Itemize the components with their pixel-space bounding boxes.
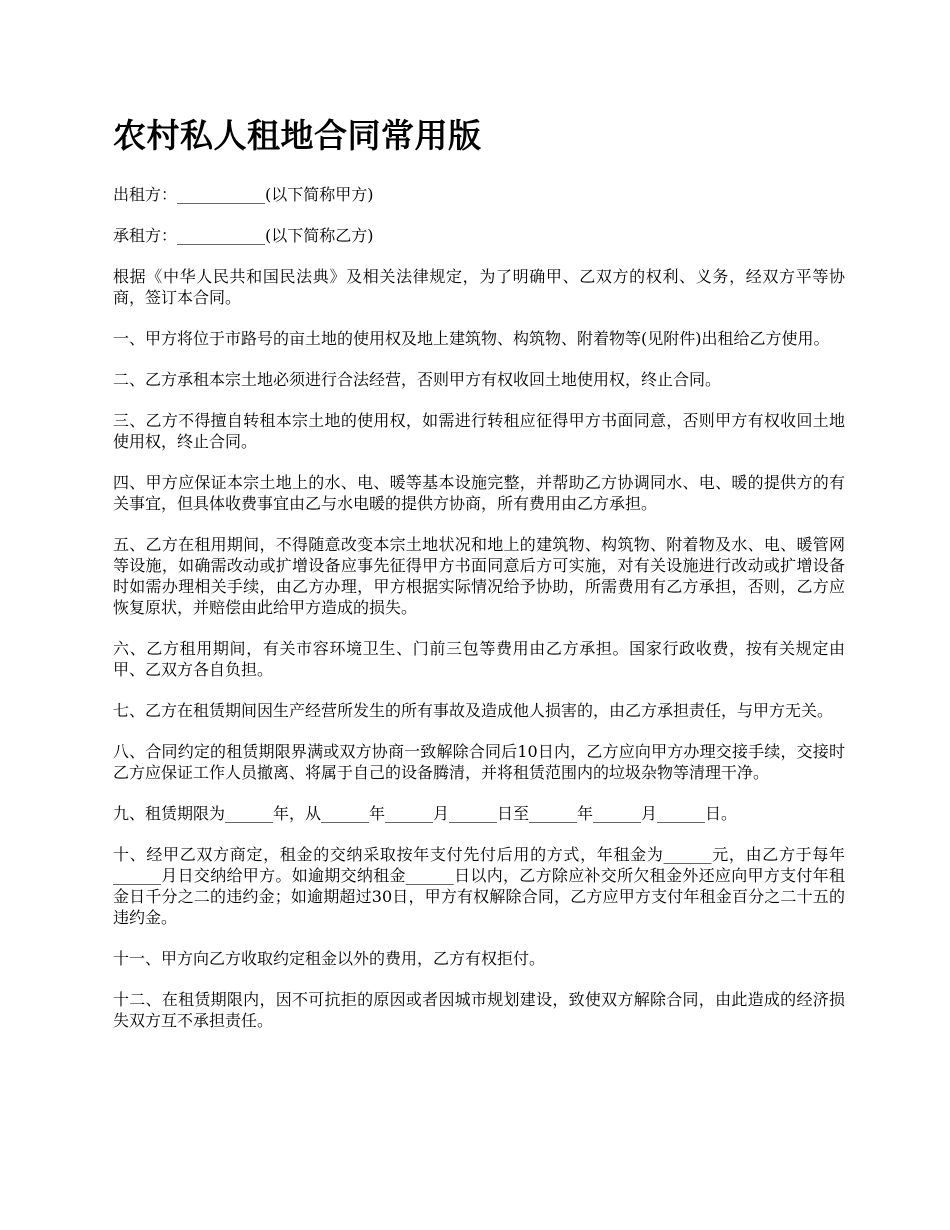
clause-6: 六、乙方租用期间，有关市容环境卫生、门前三包等费用由乙方承担。国家行政收费，按有关规定由甲、乙双方各自负担。	[113, 639, 845, 679]
document-page	[113, 112, 845, 1051]
clause-4: 四、甲方应保证本宗土地上的水、电、暖等基本设施完整，并帮助乙方协调同水、电、暖的提供方的有关事宜，但具体收费事宜由乙与水电暖的提供方协商，所有费用由乙方承担。	[113, 473, 845, 513]
document-title: 农村私人租地合同常用版	[113, 116, 482, 155]
clause-11: 十一、甲方向乙方收取约定租金以外的费用，乙方有权拒付。	[113, 949, 546, 968]
clause-9: 九、租赁期限为______年，从______年______月______日至______年______月______日。	[113, 804, 738, 823]
clause-2: 二、乙方承租本宗土地必须进行合法经营，否则甲方有权收回土地使用权，终止合同。	[113, 370, 722, 389]
clause-10: 十、经甲乙双方商定，租金的交纳采取按年支付先付后用的方式，年租金为______元，由乙方于每年______月日交纳给甲方。如逾期交纳租金______日以内，乙方除应补交所欠租金外还应向甲方支付年租金日千分之二的违约金；如逾期超过30日，甲方有权解除合同，乙方应甲方支付年租金百分之二十五的违约金。	[113, 845, 845, 927]
clause-3: 三、乙方不得擅自转租本宗土地的使用权，如需进行转租应征得甲方书面同意，否则甲方有权收回土地使用权，终止合同。	[113, 411, 845, 451]
preamble: 根据《中华人民共和国民法典》及相关法律规定，为了明确甲、乙双方的权利、义务，经双方平等协商，签订本合同。	[113, 267, 845, 307]
lessor-line: 出租方：___________(以下简称甲方)	[113, 185, 374, 204]
clause-1: 一、甲方将位于市路号的亩土地的使用权及地上建筑物、构筑物、附着物等(见附件)出租给乙方使用。	[113, 329, 830, 348]
clause-7: 七、乙方在租赁期间因生产经营所发生的所有事故及造成他人损害的，由乙方承担责任，与甲方无关。	[113, 701, 834, 720]
clause-5: 五、乙方在租用期间，不得随意改变本宗土地状况和地上的建筑物、构筑物、附着物及水、电、暖管网等设施，如确需改动或扩增设备应事先征得甲方书面同意后方可实施，对有关设施进行改动或扩增设备时如需办理相关手续，由乙方办理，甲方根据实际情况给予协助，所需费用有乙方承担，否则，乙方应恢复原状，并赔偿由此给甲方造成的损失。	[113, 535, 845, 617]
lessee-line: 承租方：___________(以下简称乙方)	[113, 226, 374, 245]
clause-12: 十二、在租赁期限内，因不可抗拒的原因或者因城市规划建设，致使双方解除合同，由此造成的经济损失双方互不承担责任。	[113, 990, 845, 1030]
clause-8: 八、合同约定的租赁期限界满或双方协商一致解除合同后10日内，乙方应向甲方办理交接手续，交接时乙方应保证工作人员撤离、将属于自己的设备腾清，并将租赁范围内的垃圾杂物等清理干净。	[113, 742, 845, 782]
